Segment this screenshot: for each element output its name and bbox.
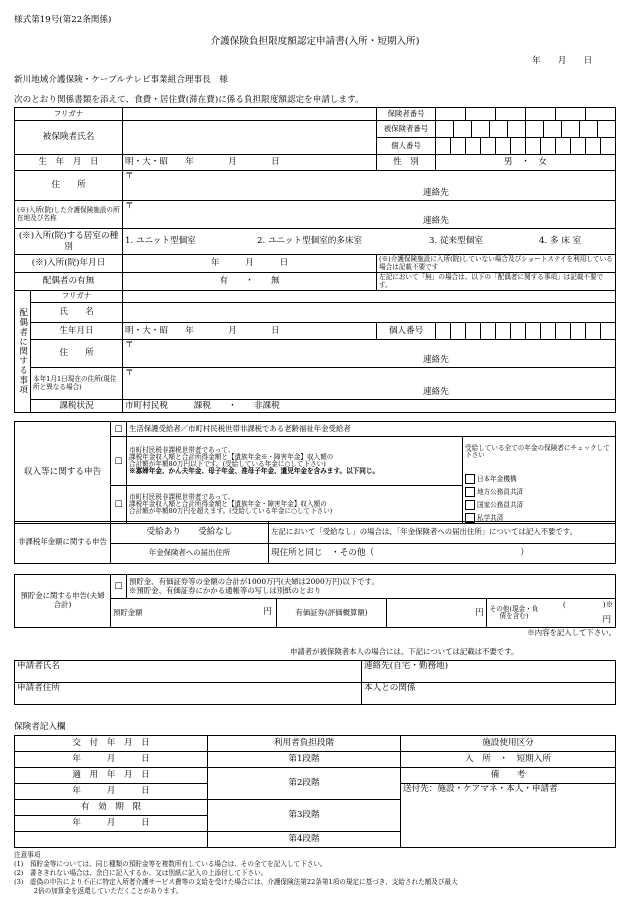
- spouse-birth-label: 生年月日: [31, 323, 123, 340]
- spouse-jan1-input[interactable]: 〒 連絡先: [123, 368, 616, 400]
- admit-date-label: (※)入所(院)年月日: [15, 255, 123, 273]
- issue-date-label: 交 付 年 月 日: [15, 736, 208, 752]
- note-4: 2倍の加算金を返還していただくことがあります。: [14, 887, 183, 895]
- income-label: 収入等に関する申告: [15, 422, 111, 524]
- sex-select[interactable]: 男 ・ 女: [436, 155, 616, 171]
- date-line[interactable]: 年 月 日: [532, 56, 593, 66]
- facility-input[interactable]: 〒 連絡先: [123, 201, 616, 229]
- income-opt3-check[interactable]: □: [111, 486, 127, 523]
- note-3: (3) 虚偽の申告により不正に特定入所者介護サービス費等の支給を受けた場合には、介護保険法第22条第1項の規定に基づき、支給された額及び最大: [14, 878, 458, 886]
- sex-label: 性 別: [377, 155, 436, 171]
- spouse-note: 左記において「無」の場合は、以下の「配偶者に関する事項」は記載不要です。: [377, 273, 616, 291]
- spouse-address-label: 住 所: [31, 340, 123, 368]
- spouse-furigana-label: フリガナ: [31, 291, 123, 303]
- spouse-has-select[interactable]: 有 ・ 無: [123, 273, 377, 291]
- stage-2[interactable]: 第2段階: [208, 768, 401, 800]
- insurer-table: [14, 735, 616, 848]
- use-value[interactable]: 入 所 ・ 短期入所: [401, 752, 616, 768]
- spouse-tax-label: 課税状況: [31, 400, 123, 413]
- spouse-name-input[interactable]: [123, 303, 616, 323]
- income-opt1-text: 生活保護受給者／市町村民税世帯非課税である老齢福祉年金受給者: [127, 422, 616, 437]
- intro-text: 次のとおり関係書類を添えて、食費・居住費(滞在費)に係る負担限度額認定を申請します。: [14, 95, 364, 105]
- spouse-name-label: 氏 名: [31, 303, 123, 323]
- spouse-personal-no-boxes[interactable]: [436, 323, 616, 340]
- spouse-personal-no-label: 個人番号: [377, 323, 436, 340]
- valid-until-value[interactable]: 年 月 日: [15, 816, 208, 832]
- applicant-contact[interactable]: 連絡先(自宅・勤務地): [362, 661, 616, 683]
- nontax-notify-label: 年金保険者への届出住所: [111, 544, 269, 564]
- notes-title: 注意事項: [14, 851, 41, 859]
- note-2: (2) 書ききれない場合は、余白に記入するか、又は別紙に記入の上添付して下さい。: [14, 869, 268, 877]
- spouse-jan1-contact: 連絡先: [423, 386, 449, 397]
- nontax-label: 非課税年金額に関する申告: [15, 522, 111, 564]
- securities-input[interactable]: 円: [387, 599, 487, 628]
- nontax-select[interactable]: 受給あり 受給なし: [111, 522, 269, 544]
- birth-input[interactable]: 明・大・昭 年 月 日: [123, 155, 377, 171]
- address-input[interactable]: 〒 連絡先: [123, 171, 616, 201]
- insured-no-label: 被保険者番号: [377, 121, 436, 138]
- securities-label: 有価証券(評価概算額): [277, 599, 387, 628]
- remarks-label: 備 考: [401, 768, 616, 784]
- spouse-address-contact: 連絡先: [423, 354, 449, 365]
- valid-until-label: 有 効 期 限: [15, 800, 208, 816]
- income-opt2-text: 市町村民税非課税世帯者であって、 課税年金収入額と合計所得金額と【遺族年金※・障害年金】収入額の 合計額が年額80万円以下です。(受給している年金に○して下さい) ※寡婦年金、かん夫年金、母子年金、准母子年金、遺児年金を含みます。以下同じ。: [127, 437, 463, 486]
- pension-insurers: 受給している全ての年金の保険者にチェックして下さい 日本年金機構 地方公務員共済 国家公務員共済 私学共済: [463, 437, 616, 524]
- applicant-relation[interactable]: 本人との関係: [362, 683, 616, 705]
- room-type-label: (※)入所(院)する居室の種別: [15, 229, 123, 255]
- insurer-no-boxes[interactable]: [436, 108, 616, 121]
- nontax-table: [14, 521, 616, 564]
- income-opt1-check[interactable]: □: [111, 422, 127, 437]
- valid-from-label: 適 用 年 月 日: [15, 768, 208, 784]
- savings-check[interactable]: □: [111, 575, 127, 599]
- stage-3[interactable]: 第3段階: [208, 800, 401, 832]
- savings-footnote: ※内容を記入して下さい。: [527, 628, 616, 637]
- note-1: (1) 預貯金等については、同じ種類の預貯金等を複数所有している場合は、その全てを記入して下さい。: [14, 860, 327, 868]
- stage-1[interactable]: 第1段階: [208, 752, 401, 768]
- form-title: 介護保険負担限度額認定申請書(入所・短期入所): [210, 36, 420, 47]
- main-table: [14, 107, 616, 413]
- insured-no-boxes[interactable]: [436, 121, 616, 138]
- income-opt2-check[interactable]: □: [111, 437, 127, 486]
- applicant-table: [14, 660, 616, 705]
- send-to[interactable]: 送付先：施設・ケアマネ・本人・申請者: [401, 784, 616, 848]
- stage-4[interactable]: 第4段階: [208, 832, 401, 848]
- use-head: 施設使用区分: [401, 736, 616, 752]
- insured-name-label: 被保険者氏名: [15, 121, 123, 155]
- personal-no-label: 個人番号: [377, 138, 436, 155]
- other-assets[interactable]: その他(現金・負債を含む) ( )※ 円: [487, 599, 616, 628]
- spouse-side-label: 配偶者に関する事項: [15, 291, 31, 413]
- valid-from-value[interactable]: 年 月 日: [15, 784, 208, 800]
- stage-head: 利用者負担段階: [208, 736, 401, 752]
- facility-label: (※)入所(院)した介護保険施設の所在地及び名称: [15, 201, 123, 229]
- applicant-address[interactable]: 申請者住所: [15, 683, 362, 705]
- pension-4[interactable]: 私学共済: [465, 513, 613, 523]
- income-opt3-text: 市町村民税非課税世帯者であって、 課税年金収入額と合計所得金額と【遺族年金・障害年金】収入額の 合計額が年額80万円を超えます。(受給している年金に○して下さい): [127, 486, 463, 523]
- nontax-note: 左記において「受給なし」の場合は、「年金保険者への届出住所」については記入不要です。: [269, 522, 616, 544]
- spouse-jan1-label: 本年1月1日現在の住所(現住所と異なる場合): [31, 368, 123, 400]
- applicant-note: 申請者が被保険者本人の場合には、下記については記載は不要です。: [290, 647, 519, 656]
- spouse-furigana-input[interactable]: [123, 291, 616, 303]
- issue-date-value[interactable]: 年 月 日: [15, 752, 208, 768]
- personal-no-boxes[interactable]: [436, 138, 616, 155]
- spouse-address-input[interactable]: 〒 連絡先: [123, 340, 616, 368]
- birth-label: 生 年 月 日: [15, 155, 123, 171]
- pension-3[interactable]: 国家公務員共済: [465, 500, 613, 510]
- spouse-birth-input[interactable]: 明・大・昭 年 月 日: [123, 323, 377, 340]
- applicant-name[interactable]: 申請者氏名: [15, 661, 362, 683]
- addressee: 新川地域介護保険・ケーブルテレビ事業組合理事長 様: [14, 75, 228, 85]
- admit-note: (※)介護保険施設に入所(院)していない場合及びショートステイを利用している場合は記載不要です: [377, 255, 616, 273]
- savings-table: [14, 574, 616, 628]
- address-contact: 連絡先: [423, 187, 449, 198]
- nontax-notify-select[interactable]: 現住所と同じ ・その他（ ）: [269, 544, 616, 564]
- pension-1[interactable]: 日本年金機構: [465, 474, 613, 484]
- savings-label: 預貯金に関する申告(夫婦合計): [15, 575, 111, 628]
- admit-date-input[interactable]: 年 月 日: [123, 255, 377, 273]
- room-type-options[interactable]: 1. ユニット型個室 2. ユニット型個室的多床室 3. 従来型個室 4. 多 床 室: [123, 229, 616, 255]
- spouse-has-label: 配偶者の有無: [15, 273, 123, 291]
- spouse-tax-select[interactable]: 市町村民税 課税 ・ 非課税: [123, 400, 616, 413]
- income-table: [14, 421, 616, 524]
- form-number: 様式第19号(第22条関係): [14, 15, 112, 25]
- pension-2[interactable]: 地方公務員共済: [465, 487, 613, 497]
- deposit-input[interactable]: 預貯金額 円: [111, 599, 277, 628]
- savings-text: 預貯金、有価証券等の金額の合計が1000万円(夫婦は2000万円)以下です。 ※預貯金、有価証券にかかる通帳等の写しは別紙のとおり: [127, 575, 616, 599]
- insurer-no-label: 保険者番号: [377, 108, 436, 121]
- insured-name-input[interactable]: [123, 121, 377, 155]
- furigana-label: フリガナ: [15, 108, 123, 121]
- facility-contact: 連絡先: [423, 215, 449, 226]
- furigana-input[interactable]: [123, 108, 377, 121]
- insurer-title: 保険者記入欄: [14, 722, 66, 732]
- address-label: 住 所: [15, 171, 123, 201]
